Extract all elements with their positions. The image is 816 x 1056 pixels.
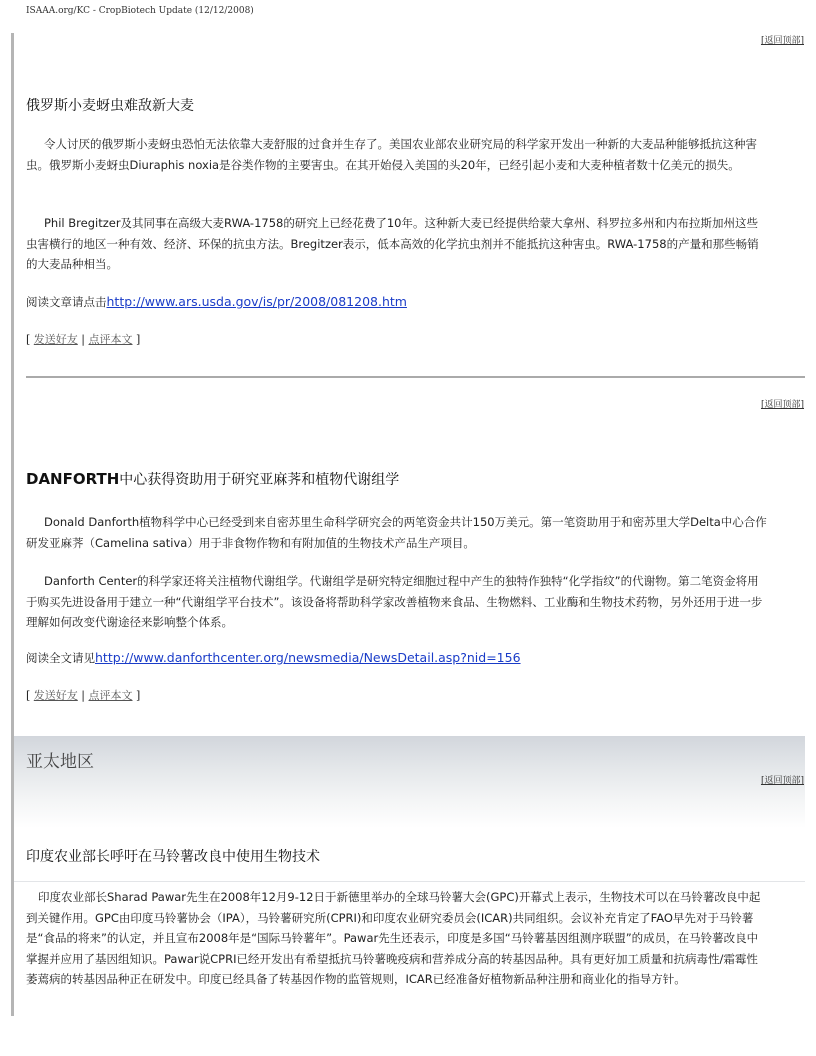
- article-link-line: [26, 650, 521, 666]
- article-link-line: [26, 294, 407, 310]
- back-to-top-link-1[interactable]: [761, 33, 804, 46]
- article-title: 俄罗斯小麦蚜虫难敌新大麦: [26, 98, 194, 114]
- back-to-top-text[interactable]: [返回顶部]: [760, 776, 804, 786]
- article-paragraph: Donald Danforth植物科学中心已经受到来自密苏里生命科学研究会的两笔资金共计150万美元。第一笔资助用于和密苏里大学Delta中心合作研发亚麻荠（Camelina sativa）用于非食物作物和有附加值的生物技术产品生产项目。: [26, 515, 767, 550]
- title-lead: DANFORTH: [26, 470, 120, 488]
- article-title: 印度农业部长呼吁在马铃薯改良中使用生物技术: [26, 849, 320, 865]
- link-prefix: 阅读全文请见: [26, 651, 95, 665]
- region-title: 亚太地区: [26, 752, 94, 772]
- comment-link[interactable]: 点评本文: [88, 333, 133, 346]
- article-paragraph: 令人讨厌的俄罗斯小麦蚜虫恐怕无法依靠大麦舒服的过食并生存了。美国农业部农业研究局的科学家开发出一种新的大麦品种能够抵抗这种害虫。俄罗斯小麦蚜虫Diuraphis noxia是谷类作物的主要害虫。在其开始侵入美国的头20年，已经引起小麦和大麦种植者数十亿美元的损失。: [26, 137, 757, 172]
- send-to-friend-link[interactable]: 发送好友: [33, 689, 78, 702]
- send-to-friend-link[interactable]: 发送好友: [33, 333, 78, 346]
- article-paragraph: Danforth Center的科学家还将关注植物代谢组学。代谢组学是研究特定细胞过程中产生的独特作独特“化学指纹”的代谢物。第二笔资金将用于购买先进设备用于建立一种“代谢组学平台技术”。该设备将帮助科学家改善植物来食品、生物燃料、工业酶和生物技术药物，另外还用于进一步理解如何改变代谢途径来影响整个体系。: [26, 574, 763, 629]
- back-to-top-text[interactable]: [返回顶部]: [760, 36, 804, 46]
- article-title: [26, 469, 399, 489]
- comment-link[interactable]: 点评本文: [88, 689, 133, 702]
- back-to-top-text[interactable]: [返回顶部]: [760, 400, 804, 410]
- back-to-top-link-3[interactable]: [761, 773, 804, 786]
- region-banner: [14, 736, 805, 828]
- page-header: ISAAA.org/KC - CropBiotech Update (12/12/2008): [26, 6, 254, 16]
- article-link[interactable]: http://www.ars.usda.gov/is/pr/2008/081208.htm: [106, 294, 407, 309]
- article-actions: [ 发送好友 | 点评本文 ]: [26, 333, 141, 346]
- article-paragraph: Phil Bregitzer及其同事在高级大麦RWA-1758的研究上已经花费了10年。这种新大麦已经提供给蒙大拿州、科罗拉多州和内布拉斯加州这些虫害横行的地区一种有效、经济、环保的抗虫方法。Bregitzer表示，低本高效的化学抗虫剂并不能抵抗这种害虫。RWA-1758的产量和那些畅销的大麦品种相当。: [26, 216, 759, 271]
- article-paragraph: 印度农业部长Sharad Pawar先生在2008年12月9-12日于新德里举办的全球马铃薯大会(GPC)开幕式上表示，生物技术可以在马铃薯改良中起到关键作用。GPC由印度马铃薯协会（IPA），马铃薯研究所(CPRI)和印度农业研究委员会(ICAR)共同组织。会议补充肯定了FAO早先对于马铃薯是“食品的将来”的认定，并且宣布2008年是“国际马铃薯年”。Pawar先生还表示，印度是多国“马铃薯基因组测序联盟”的成员，在马铃薯改良中掌握并应用了基因组知识。Pawar说CPRI已经开发出有希望抵抗马铃薯晚疫病和营养成分高的转基因品种。具有更好加工质量和抗病毒性/霜霉性萎蔫病的转基因品种正在研发中。印度已经具备了转基因作物的监管规则，ICAR已经准备好植物新品种注册和商业化的指导方针。: [26, 890, 761, 986]
- article-link[interactable]: http://www.danforthcenter.org/newsmedia/NewsDetail.asp?nid=156: [95, 650, 521, 665]
- link-prefix: 阅读文章请点击: [26, 295, 107, 309]
- section-underline: [14, 881, 805, 882]
- left-border: [11, 33, 14, 1016]
- section-divider: [26, 376, 805, 378]
- article-actions: [ 发送好友 | 点评本文 ]: [26, 689, 141, 702]
- title-rest: 中心获得资助用于研究亚麻荠和植物代谢组学: [119, 472, 400, 488]
- back-to-top-link-2[interactable]: [761, 397, 804, 410]
